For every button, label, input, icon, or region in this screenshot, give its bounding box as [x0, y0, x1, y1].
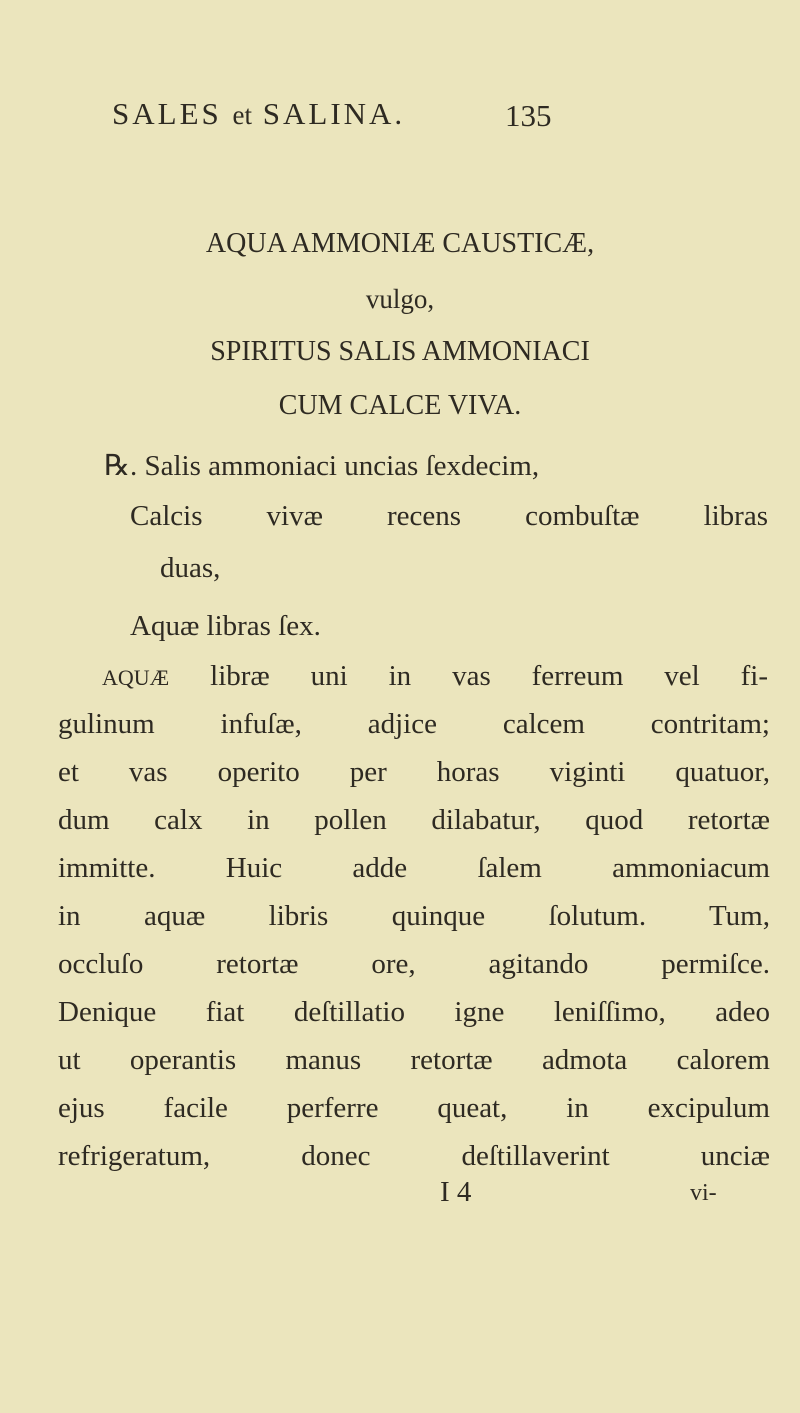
paragraph-line: dum calx in pollen dilabatur, quod retortæ [58, 804, 770, 836]
paragraph-line: immitte. Huic adde ſalem ammoniacum [58, 852, 770, 884]
paragraph-first-word: AQUÆ [102, 665, 170, 690]
heading-line-3: SPIRITUS SALIS AMMONIACI [210, 336, 590, 367]
recipe-item: Salis ammoniaci uncias ſexdecim, [144, 450, 540, 482]
catchword: vi- [690, 1180, 717, 1206]
running-title-sales: SALES [112, 96, 222, 131]
paragraph-line: occluſo retortæ ore, agitando permiſce. [58, 948, 770, 980]
heading-line-1: AQUA AMMONIÆ CAUSTICÆ, [205, 228, 595, 259]
paragraph-line: AQUÆ libræ uni in vas ferreum vel fi- [102, 660, 768, 692]
signature-mark: I 4 [440, 1176, 472, 1208]
paragraph-line: refrigeratum, donec deſtillaverint unciæ [58, 1140, 770, 1172]
paragraph-line: et vas operito per horas viginti quatuor, [58, 756, 770, 788]
running-head [112, 96, 405, 132]
paragraph-line: ejus facile perferre queat, in excipulum [58, 1092, 770, 1124]
running-title-et: et [232, 100, 252, 130]
page-number: 135 [505, 98, 552, 133]
paragraph-line: in aquæ libris quinque ſolutum. Tum, [58, 900, 770, 932]
running-title-salina: SALINA. [262, 96, 406, 131]
recipe-symbol: ℞. [104, 450, 138, 482]
recipe-item: duas, [160, 552, 221, 584]
paragraph-line: gulinum infuſæ, adjice calcem contritam; [58, 708, 770, 740]
heading-line-2: vulgo, [365, 284, 435, 314]
heading-line-4: CUM CALCE VIVA. [278, 390, 522, 421]
paragraph-line: Denique fiat deſtillatio igne leniſſimo, adeo [58, 996, 770, 1028]
recipe-item: Aquæ libras ſex. [130, 610, 321, 642]
paragraph-line: ut operantis manus retortæ admota calorem [58, 1044, 770, 1076]
recipe-item: Calcis vivæ recens combuſtæ libras [130, 500, 768, 532]
recipe-first-line [104, 448, 539, 483]
